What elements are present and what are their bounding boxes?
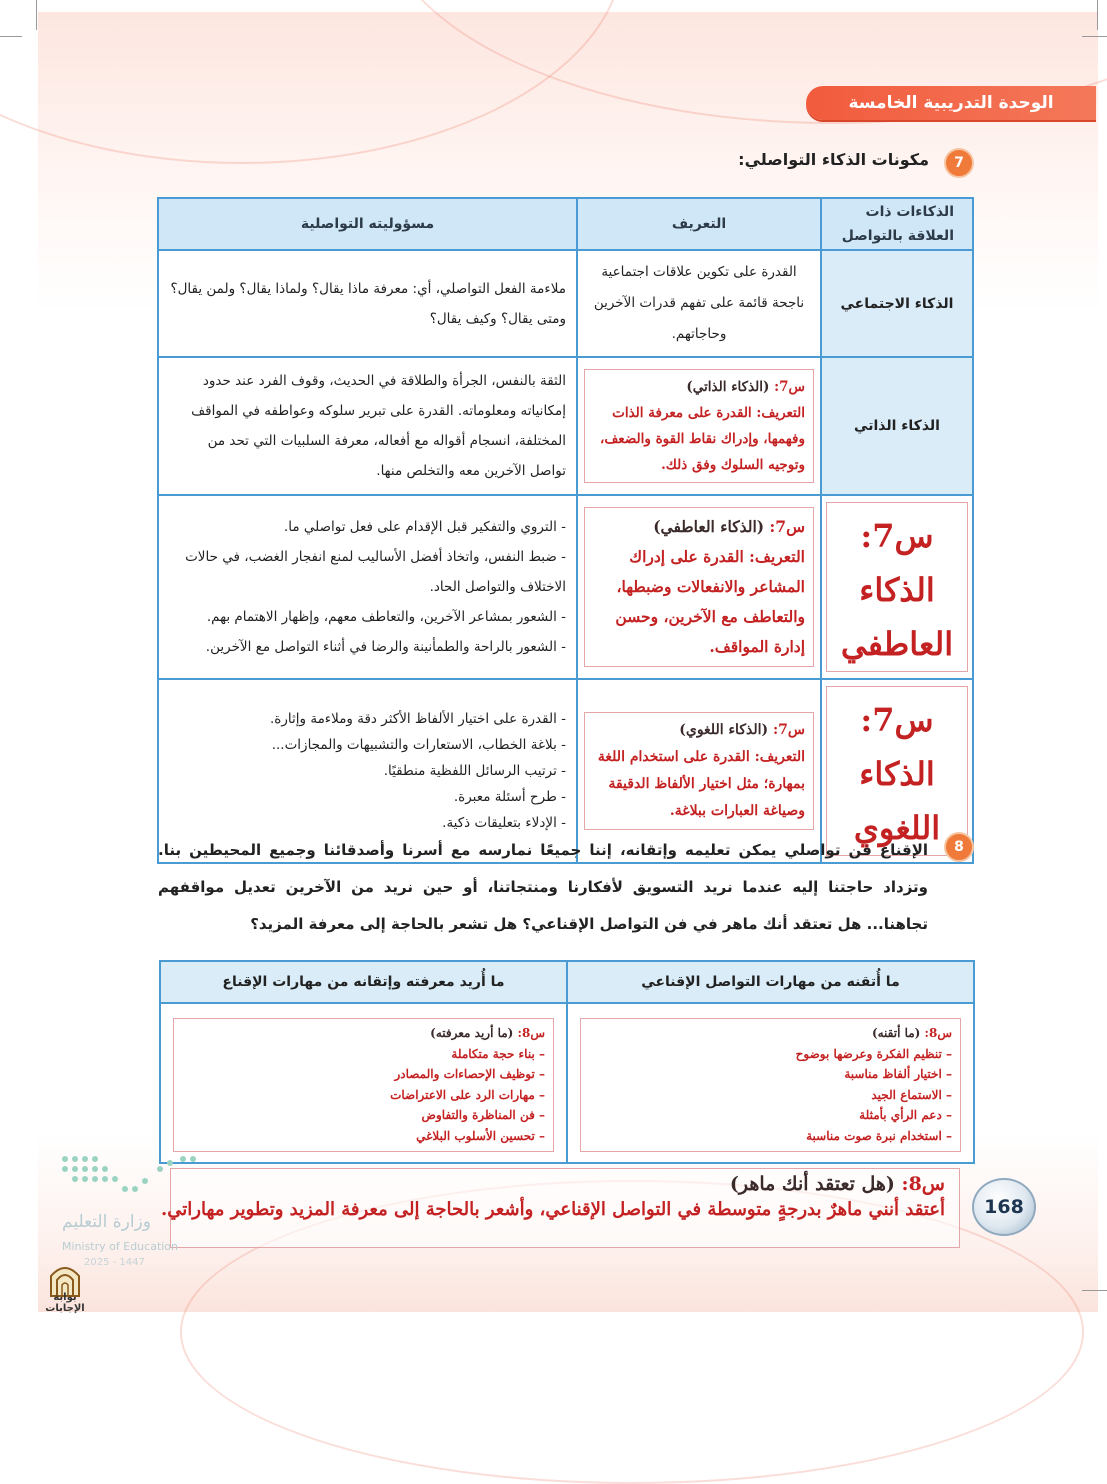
row-self-name: الذكاء الذاتي [821,357,973,495]
unit-title-banner: الوحدة التدريبية الخامسة [806,86,1096,120]
list-item: – بناء حجة متكاملة [451,1046,545,1061]
list-item: - القدرة على اختيار الألفاظ الأكثر دقة وملاءمة وإثارة. [169,706,566,732]
list-item: - التروي والتفكير قبل الإقدام على فعل تواصلي ما. [169,512,566,542]
crop-mark [1082,36,1107,37]
list-item: – فن المناظرة والتفاوض [421,1108,545,1122]
list-item: – تنظيم الفكرة وعرضها بوضوح [795,1046,952,1061]
answer-box-master: س8: (ما أتقنه) – تنظيم الفكرة وعرضها بوضوح – اختيار ألفاظ مناسبة – الاستماع الجيد – دعم الرأي بأمثلة – استخدام نبرة صوت مناسبة [580,1018,961,1152]
list-item: - ترتيب الرسائل اللفظية منطقيًا. [169,758,566,784]
crop-mark [1097,0,1098,30]
row-emotional-name [821,495,973,679]
ministry-logo-dots [62,1156,202,1198]
section-heading: مكونات الذكاء التواصلي: [738,150,929,169]
list-item: – مهارات الرد على الاعتراضات [390,1087,545,1102]
list-item: – توظيف الإحصاءات والمصادر [394,1067,545,1081]
page-number: 168 [972,1178,1036,1236]
column-learn-skills [161,962,568,1162]
list-item: – تحسين الأسلوب البلاغي [416,1128,545,1143]
crop-mark [0,36,22,37]
column-header-responsibility: مسؤوليته التواصلية [158,198,577,250]
list-item: - الإدلاء بتعليقات ذكية. [169,810,566,836]
list-item: – دعم الرأي بأمثلة [859,1108,952,1122]
row-social-name: الذكاء الاجتماعي [821,250,973,357]
persuasion-skills-table [159,960,975,1164]
row-self-definition [577,357,821,495]
column-header-master: ما أُتقنه من مهارات التواصل الإقناعي [568,962,973,1004]
column-header-definition: التعريف [577,198,821,250]
list-item: – استخدام نبرة صوت مناسبة [806,1128,952,1143]
ministry-name-english: Ministry of Education [62,1240,179,1253]
gate-label: بوابة الإجابات [45,1292,85,1314]
answers-gate-logo [34,1258,96,1314]
question-number-badge: 8 [944,832,974,862]
question-number-badge: 7 [944,148,974,178]
answer-box-emotional-name: س7: الذكاء العاطفي [826,502,968,672]
edition-year: 2025 - 1447 [84,1257,145,1268]
answer-box-self: س7: (الذكاء الذاتي) التعريف: القدرة على معرفة الذات وفهمها، وإدراك نقاط القوة والضعف، وتوجيه السلوك وفق ذلك. [584,369,814,483]
row-self-responsibility: الثقة بالنفس، الجرأة والطلاقة في الحديث، وقوف الفرد عند حدود إمكانياته ومعلوماته. القدرة على تبرير سلوكه وعواطفه في المواقف المختلفة، انسجام أقواله مع أفعاله، معرفة السلبيات التي تحد من تواصل الآخرين معه والتخلص منها. [158,357,577,495]
answer-box-learn: س8: (ما أريد معرفته) – بناء حجة متكاملة – توظيف الإحصاءات والمصادر – مهارات الرد على الاعتراضات – فن المناظرة والتفاوض – تحسين الأسلوب البلاغي [173,1018,554,1152]
column-master-skills [568,962,973,1162]
list-item: – الاستماع الجيد [871,1087,952,1102]
communication-intelligence-table [157,197,974,864]
column-header-intelligences: الذكاءات ذات العلاقة بالتواصل [821,198,973,250]
list-item: – اختيار ألفاظ مناسبة [844,1067,952,1081]
crop-mark [36,0,37,30]
ministry-name-arabic: وزارة التعليم [62,1212,151,1232]
row-social-definition: القدرة على تكوين علاقات اجتماعية ناجحة قائمة على تفهم قدرات الآخرين وحاجاتهم. [577,250,821,357]
row-emotional-definition [577,495,821,679]
list-item: - طرح أسئلة معبرة. [169,784,566,810]
list-item: - ضبط النفس، واتخاذ أفضل الأساليب لمنع انفجار الغضب، في حالات الاختلاف والتواصل الحاد. [169,542,566,602]
column-header-learn: ما أُريد معرفته وإتقانه من مهارات الإقناع [161,962,566,1004]
crop-mark [1082,1290,1107,1291]
persuasion-paragraph: الإقناع فن تواصلي يمكن تعليمه وإتقانه، إننا جميعًا نمارسه مع أسرنا وأصدقائنا وجميع المحيطين بنا. وتزداد حاجتنا إليه عندما نريد التسويق لأفكارنا ومنتجاتنا، أو حين نريد من الآخرين تعديل مواقفهم تجاهنا... هل تعتقد أنك ماهر في فن التواصل الإقناعي؟ هل تشعر بالحاجة إلى معرفة المزيد؟ [158,841,928,933]
answer-box-emotional: س7: (الذكاء العاطفي) التعريف: القدرة على إدراك المشاعر والانفعالات وضبطها، والتعاطف مع الآخرين، وحسن إدارة المواقف. [584,507,814,667]
answer-box-linguistic: س7: (الذكاء اللغوي) التعريف: القدرة على استخدام اللغة بمهارة؛ مثل اختيار الألفاظ الدقيقة وصياغة العبارات ببلاغة. [584,712,814,830]
row-social-responsibility: ملاءمة الفعل التواصلي، أي: معرفة ماذا يقال؟ ولماذا يقال؟ ولمن يقال؟ ومتى يقال؟ وكيف يقال؟ [158,250,577,357]
list-item: - بلاغة الخطاب، الاستعارات والتشبيهات والمجازات... [169,732,566,758]
final-answer-text: أعتقد أنني ماهرٌ بدرجةٍ متوسطة في التواصل الإقناعي، وأشعر بالحاجة إلى معرفة المزيد وتطوير مهاراتي. [161,1199,945,1220]
list-item: - الشعور بمشاعر الآخرين، والتعاطف معهم، وإظهار الاهتمام بهم. [169,602,566,632]
answer-box-linguistic-name: س7: الذكاء اللغوي [826,686,968,856]
row-emotional-responsibility [158,495,577,679]
list-item: - الشعور بالراحة والطمأنينة والرضا في أثناء التواصل مع الآخرين. [169,632,566,662]
final-answer-box: س8: (هل تعتقد أنك ماهر) أعتقد أنني ماهرٌ بدرجةٍ متوسطة في التواصل الإقناعي، وأشعر بالحاجة إلى معرفة المزيد وتطوير مهاراتي. [170,1168,960,1248]
